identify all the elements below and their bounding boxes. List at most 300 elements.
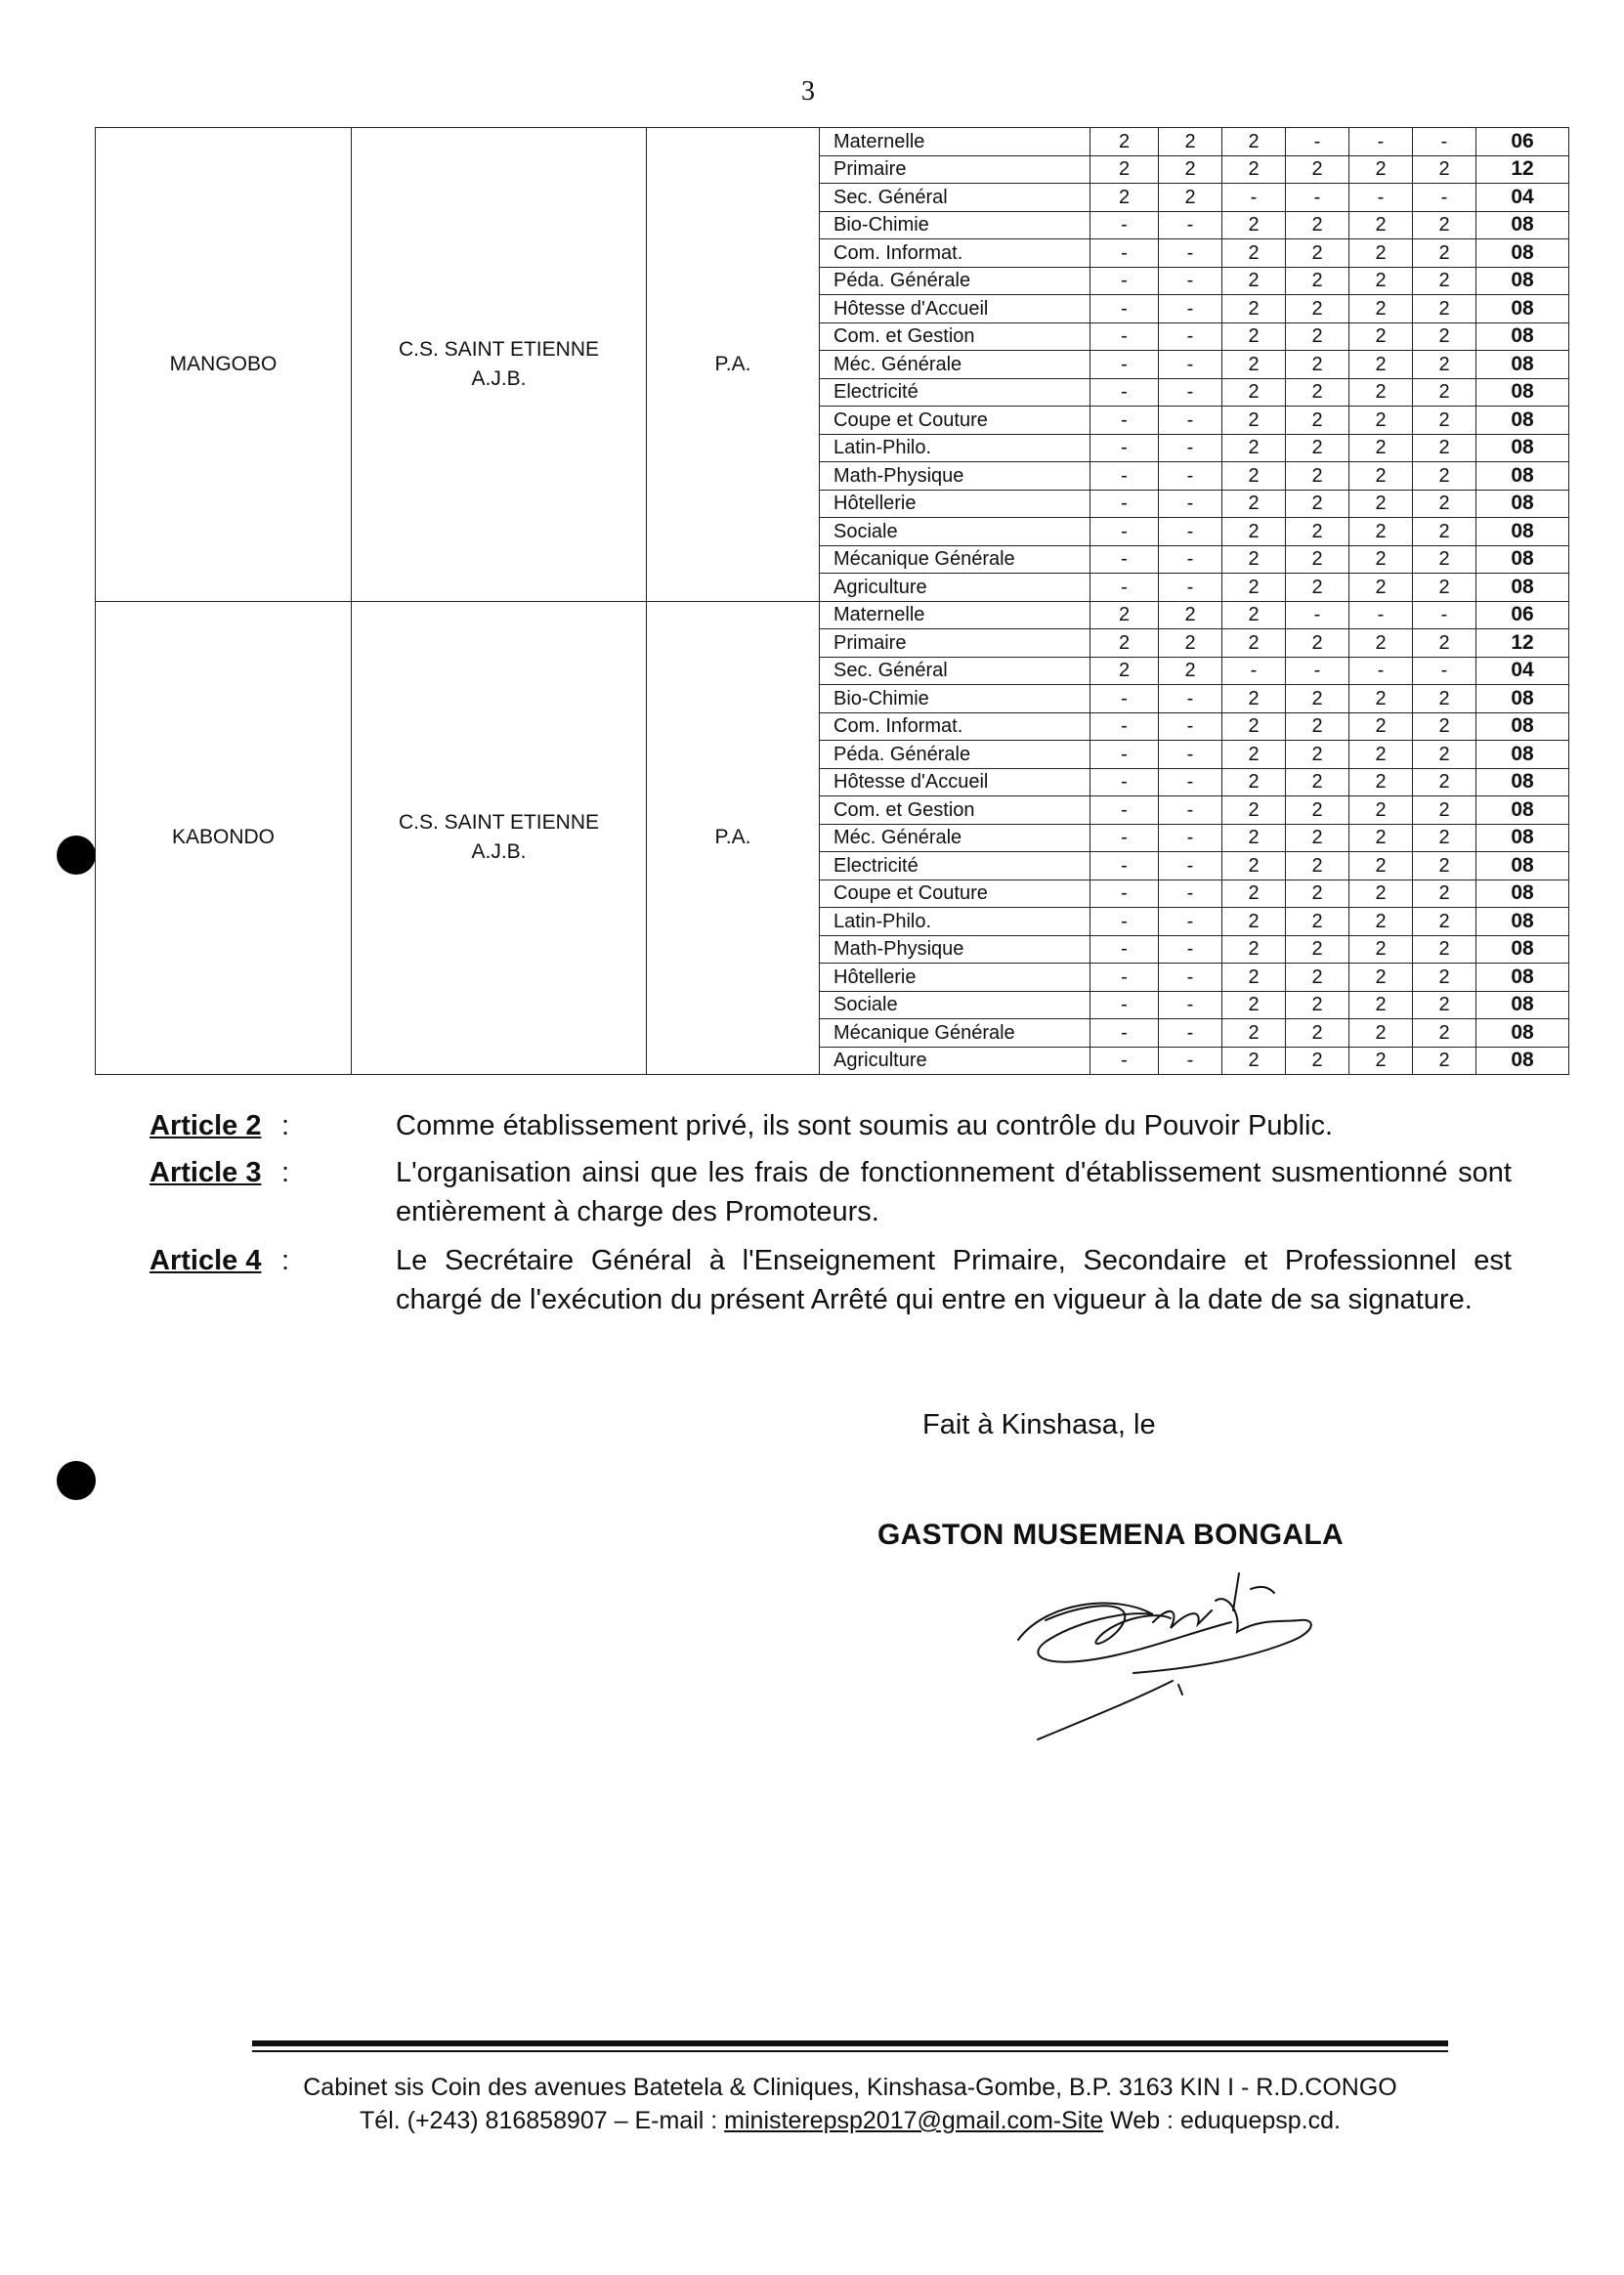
class-count-cell: 2 — [1349, 852, 1413, 880]
class-count-cell: 2 — [1222, 434, 1286, 462]
footer-rule — [252, 2040, 1448, 2046]
class-count-cell: 2 — [1413, 155, 1476, 184]
option-cell: Sec. Général — [820, 657, 1090, 685]
class-count-cell: 2 — [1349, 518, 1413, 546]
class-count-cell: 2 — [1286, 407, 1349, 435]
class-count-cell: 2 — [1413, 378, 1476, 407]
total-cell: 08 — [1476, 1019, 1569, 1048]
class-count-cell: 2 — [1286, 852, 1349, 880]
class-count-cell: 2 — [1349, 462, 1413, 491]
class-count-cell: 2 — [1349, 685, 1413, 713]
total-cell: 08 — [1476, 852, 1569, 880]
option-cell: Mécanique Générale — [820, 1019, 1090, 1048]
class-count-cell: 2 — [1222, 991, 1286, 1019]
handwritten-signature — [1006, 1564, 1339, 1749]
class-count-cell: 2 — [1222, 824, 1286, 852]
class-count-cell: - — [1090, 545, 1159, 574]
class-count-cell: 2 — [1286, 434, 1349, 462]
class-count-cell: - — [1090, 295, 1159, 323]
class-count-cell: 2 — [1222, 768, 1286, 796]
class-count-cell: 2 — [1413, 629, 1476, 658]
class-count-cell: - — [1159, 518, 1222, 546]
option-cell: Primaire — [820, 629, 1090, 658]
class-count-cell: 2 — [1090, 184, 1159, 212]
class-count-cell: 2 — [1413, 490, 1476, 518]
footer-website: Web : eduquepsp.cd. — [1103, 2107, 1341, 2134]
class-count-cell: - — [1159, 712, 1222, 741]
class-count-cell: 2 — [1286, 768, 1349, 796]
class-count-cell: - — [1413, 601, 1476, 629]
option-cell: Mécanique Générale — [820, 545, 1090, 574]
class-count-cell: - — [1413, 128, 1476, 156]
option-cell: Péda. Générale — [820, 267, 1090, 295]
option-cell: Com. Informat. — [820, 239, 1090, 268]
class-count-cell: 2 — [1090, 629, 1159, 658]
class-count-cell: 2 — [1349, 211, 1413, 239]
class-count-cell: - — [1090, 462, 1159, 491]
class-count-cell: 2 — [1349, 490, 1413, 518]
class-count-cell: 2 — [1413, 295, 1476, 323]
class-count-cell: - — [1159, 768, 1222, 796]
class-count-cell: - — [1090, 935, 1159, 964]
option-cell: Coupe et Couture — [820, 880, 1090, 908]
class-count-cell: - — [1159, 322, 1222, 351]
class-count-cell: 2 — [1159, 657, 1222, 685]
class-count-cell: - — [1286, 128, 1349, 156]
class-count-cell: 2 — [1413, 574, 1476, 602]
class-count-cell: - — [1159, 267, 1222, 295]
class-count-cell: 2 — [1413, 211, 1476, 239]
class-count-cell: 2 — [1286, 1019, 1349, 1048]
footer-email-link[interactable]: ministerepsp2017@gmail.com-Site — [724, 2107, 1104, 2134]
class-count-cell: 2 — [1286, 239, 1349, 268]
class-count-cell: - — [1090, 880, 1159, 908]
class-count-cell: 2 — [1413, 239, 1476, 268]
class-count-cell: - — [1090, 768, 1159, 796]
class-count-cell: 2 — [1222, 378, 1286, 407]
option-cell: Méc. Générale — [820, 351, 1090, 379]
total-cell: 08 — [1476, 1047, 1569, 1075]
class-count-cell: - — [1159, 1019, 1222, 1048]
total-cell: 08 — [1476, 295, 1569, 323]
total-cell: 08 — [1476, 518, 1569, 546]
class-count-cell: 2 — [1413, 741, 1476, 769]
footer-contact — [244, 2107, 1456, 2135]
total-cell: 08 — [1476, 712, 1569, 741]
school-name: C.S. SAINT ETIENNE — [399, 337, 599, 361]
total-cell: 08 — [1476, 768, 1569, 796]
total-cell: 08 — [1476, 490, 1569, 518]
class-count-cell: 2 — [1349, 1047, 1413, 1075]
class-count-cell: 2 — [1159, 128, 1222, 156]
class-count-cell: - — [1159, 796, 1222, 825]
class-count-cell: - — [1159, 991, 1222, 1019]
class-count-cell: - — [1159, 239, 1222, 268]
option-cell: Electricité — [820, 852, 1090, 880]
article-label: Article 4 — [150, 1245, 262, 1276]
class-count-cell: - — [1159, 741, 1222, 769]
total-cell: 08 — [1476, 574, 1569, 602]
class-count-cell: 2 — [1222, 407, 1286, 435]
option-cell: Com. Informat. — [820, 712, 1090, 741]
class-count-cell: - — [1090, 741, 1159, 769]
article-text: L'organisation ainsi que les frais de fonctionnement d'établissement susmentionné sont entièrement à charge des Promoteurs. — [396, 1157, 1512, 1227]
table-body — [96, 128, 1569, 1075]
article-label: Article 2 — [150, 1110, 262, 1141]
total-cell: 08 — [1476, 462, 1569, 491]
class-count-cell: 2 — [1349, 155, 1413, 184]
page-number: 3 — [801, 76, 815, 107]
class-count-cell: - — [1090, 490, 1159, 518]
class-count-cell: - — [1090, 211, 1159, 239]
class-count-cell: - — [1159, 824, 1222, 852]
class-count-cell: 2 — [1413, 768, 1476, 796]
class-count-cell: 2 — [1159, 601, 1222, 629]
school-cell — [352, 128, 647, 602]
class-count-cell: 2 — [1222, 545, 1286, 574]
class-count-cell: 2 — [1222, 1047, 1286, 1075]
class-count-cell: 2 — [1286, 824, 1349, 852]
article-label: Article 3 — [150, 1157, 262, 1188]
option-cell: Com. et Gestion — [820, 796, 1090, 825]
class-count-cell: 2 — [1222, 462, 1286, 491]
class-count-cell: - — [1159, 908, 1222, 936]
class-count-cell: 2 — [1222, 712, 1286, 741]
footer-phone: Tél. (+243) 816858907 – E-mail : — [360, 2107, 725, 2134]
class-count-cell: 2 — [1349, 267, 1413, 295]
option-cell: Maternelle — [820, 128, 1090, 156]
class-count-cell: 2 — [1413, 518, 1476, 546]
class-count-cell: 2 — [1349, 574, 1413, 602]
option-cell: Agriculture — [820, 574, 1090, 602]
class-count-cell: 2 — [1349, 908, 1413, 936]
class-count-cell: - — [1090, 908, 1159, 936]
class-count-cell: 2 — [1222, 741, 1286, 769]
class-count-cell: 2 — [1222, 239, 1286, 268]
option-cell: Hôtellerie — [820, 964, 1090, 992]
class-count-cell: - — [1090, 685, 1159, 713]
class-count-cell: 2 — [1413, 880, 1476, 908]
class-count-cell: 2 — [1222, 322, 1286, 351]
class-count-cell: 2 — [1286, 741, 1349, 769]
table-row — [96, 601, 1569, 629]
option-cell: Sociale — [820, 518, 1090, 546]
class-count-cell: - — [1159, 545, 1222, 574]
class-count-cell: 2 — [1286, 908, 1349, 936]
class-count-cell: 2 — [1159, 629, 1222, 658]
total-cell: 08 — [1476, 796, 1569, 825]
class-count-cell: 2 — [1413, 407, 1476, 435]
class-count-cell: 2 — [1222, 908, 1286, 936]
total-cell: 08 — [1476, 378, 1569, 407]
class-count-cell: 2 — [1349, 796, 1413, 825]
class-count-cell: 2 — [1413, 852, 1476, 880]
class-count-cell: - — [1090, 852, 1159, 880]
class-count-cell: - — [1349, 657, 1413, 685]
class-count-cell: - — [1159, 574, 1222, 602]
class-count-cell: 2 — [1413, 796, 1476, 825]
article-colon: : — [281, 1157, 290, 1188]
class-count-cell: 2 — [1413, 685, 1476, 713]
class-count-cell: 2 — [1413, 267, 1476, 295]
school-acronym: A.J.B. — [471, 366, 527, 390]
class-count-cell: 2 — [1413, 935, 1476, 964]
class-count-cell: 2 — [1286, 211, 1349, 239]
school-name: C.S. SAINT ETIENNE — [399, 811, 599, 835]
class-count-cell: - — [1090, 378, 1159, 407]
class-count-cell: - — [1159, 880, 1222, 908]
total-cell: 04 — [1476, 184, 1569, 212]
class-count-cell: 2 — [1413, 824, 1476, 852]
location-cell: MANGOBO — [96, 128, 352, 602]
class-count-cell: 2 — [1413, 545, 1476, 574]
option-cell: Bio-Chimie — [820, 211, 1090, 239]
total-cell: 08 — [1476, 880, 1569, 908]
class-count-cell: - — [1090, 1019, 1159, 1048]
class-count-cell: 2 — [1222, 351, 1286, 379]
class-count-cell: 2 — [1286, 295, 1349, 323]
total-cell: 06 — [1476, 601, 1569, 629]
option-cell: Sec. Général — [820, 184, 1090, 212]
class-count-cell: 2 — [1413, 1047, 1476, 1075]
class-count-cell: - — [1159, 490, 1222, 518]
class-count-cell: - — [1159, 852, 1222, 880]
class-count-cell: - — [1090, 574, 1159, 602]
class-count-cell: 2 — [1413, 434, 1476, 462]
total-cell: 04 — [1476, 657, 1569, 685]
total-cell: 08 — [1476, 434, 1569, 462]
class-count-cell: 2 — [1222, 964, 1286, 992]
class-count-cell: 2 — [1349, 880, 1413, 908]
total-cell: 08 — [1476, 991, 1569, 1019]
total-cell: 08 — [1476, 964, 1569, 992]
class-count-cell: - — [1159, 378, 1222, 407]
class-count-cell: 2 — [1222, 852, 1286, 880]
total-cell: 08 — [1476, 824, 1569, 852]
class-count-cell: - — [1159, 434, 1222, 462]
school-cell — [352, 601, 647, 1075]
class-count-cell: - — [1090, 824, 1159, 852]
total-cell: 08 — [1476, 267, 1569, 295]
class-count-cell: 2 — [1222, 211, 1286, 239]
class-count-cell: 2 — [1286, 155, 1349, 184]
total-cell: 08 — [1476, 322, 1569, 351]
class-count-cell: 2 — [1090, 128, 1159, 156]
class-count-cell: - — [1349, 184, 1413, 212]
class-count-cell: 2 — [1349, 991, 1413, 1019]
class-count-cell: 2 — [1286, 462, 1349, 491]
class-count-cell: 2 — [1286, 378, 1349, 407]
class-count-cell: 2 — [1286, 991, 1349, 1019]
total-cell: 08 — [1476, 211, 1569, 239]
option-cell: Bio-Chimie — [820, 685, 1090, 713]
class-count-cell: 2 — [1413, 1019, 1476, 1048]
class-count-cell: - — [1349, 601, 1413, 629]
class-count-cell: - — [1286, 601, 1349, 629]
class-count-cell: 2 — [1286, 351, 1349, 379]
class-count-cell: 2 — [1286, 935, 1349, 964]
class-count-cell: 2 — [1222, 518, 1286, 546]
option-cell: Maternelle — [820, 601, 1090, 629]
option-cell: Math-Physique — [820, 462, 1090, 491]
class-count-cell: - — [1159, 211, 1222, 239]
class-count-cell: 2 — [1222, 629, 1286, 658]
class-count-cell: 2 — [1286, 1047, 1349, 1075]
schools-options-table — [95, 127, 1569, 1075]
class-count-cell: - — [1159, 685, 1222, 713]
place-date-line: Fait à Kinshasa, le — [922, 1409, 1156, 1440]
class-count-cell: 2 — [1413, 322, 1476, 351]
article-text: Comme établissement privé, ils sont soumis au contrôle du Pouvoir Public. — [396, 1110, 1334, 1141]
class-count-cell: 2 — [1286, 545, 1349, 574]
class-count-cell: 2 — [1222, 490, 1286, 518]
total-cell: 08 — [1476, 351, 1569, 379]
class-count-cell: 2 — [1349, 1019, 1413, 1048]
class-count-cell: 2 — [1413, 351, 1476, 379]
class-count-cell: 2 — [1349, 295, 1413, 323]
class-count-cell: 2 — [1349, 629, 1413, 658]
class-count-cell: 2 — [1349, 322, 1413, 351]
class-count-cell: 2 — [1286, 267, 1349, 295]
table-row — [96, 128, 1569, 156]
footer-address: Cabinet sis Coin des avenues Batetela & Cliniques, Kinshasa-Gombe, B.P. 3163 KIN I - R.D.CONGO — [303, 2074, 1397, 2101]
regime-cell: P.A. — [647, 128, 820, 602]
class-count-cell: - — [1090, 434, 1159, 462]
class-count-cell: 2 — [1090, 601, 1159, 629]
class-count-cell: 2 — [1222, 685, 1286, 713]
class-count-cell: 2 — [1349, 545, 1413, 574]
class-count-cell: 2 — [1286, 685, 1349, 713]
class-count-cell: - — [1413, 657, 1476, 685]
total-cell: 08 — [1476, 239, 1569, 268]
class-count-cell: 2 — [1090, 155, 1159, 184]
signatory-name: GASTON MUSEMENA BONGALA — [877, 1519, 1344, 1551]
class-count-cell: 2 — [1349, 351, 1413, 379]
location-cell: KABONDO — [96, 601, 352, 1075]
class-count-cell: - — [1413, 184, 1476, 212]
option-cell: Sociale — [820, 991, 1090, 1019]
class-count-cell: 2 — [1349, 434, 1413, 462]
class-count-cell: 2 — [1222, 796, 1286, 825]
class-count-cell: 2 — [1286, 574, 1349, 602]
class-count-cell: 2 — [1349, 768, 1413, 796]
class-count-cell: - — [1222, 657, 1286, 685]
class-count-cell: 2 — [1349, 741, 1413, 769]
class-count-cell: 2 — [1222, 295, 1286, 323]
class-count-cell: - — [1349, 128, 1413, 156]
class-count-cell: 2 — [1349, 239, 1413, 268]
option-cell: Agriculture — [820, 1047, 1090, 1075]
option-cell: Méc. Générale — [820, 824, 1090, 852]
class-count-cell: 2 — [1222, 1019, 1286, 1048]
option-cell: Hôtesse d'Accueil — [820, 768, 1090, 796]
class-count-cell: 2 — [1159, 155, 1222, 184]
class-count-cell: - — [1090, 322, 1159, 351]
class-count-cell: 2 — [1413, 712, 1476, 741]
option-cell: Com. et Gestion — [820, 322, 1090, 351]
total-cell: 08 — [1476, 407, 1569, 435]
regime-cell: P.A. — [647, 601, 820, 1075]
total-cell: 12 — [1476, 629, 1569, 658]
total-cell: 08 — [1476, 908, 1569, 936]
total-cell: 12 — [1476, 155, 1569, 184]
class-count-cell: - — [1159, 1047, 1222, 1075]
class-count-cell: - — [1090, 407, 1159, 435]
article-text: Le Secrétaire Général à l'Enseignement Primaire, Secondaire et Professionnel est chargé de l'exécution du présent Arrêté qui entre en vigueur à la date de sa signature. — [396, 1245, 1512, 1315]
option-cell: Latin-Philo. — [820, 908, 1090, 936]
class-count-cell: 2 — [1222, 128, 1286, 156]
class-count-cell: 2 — [1286, 880, 1349, 908]
class-count-cell: 2 — [1286, 322, 1349, 351]
option-cell: Hôtesse d'Accueil — [820, 295, 1090, 323]
class-count-cell: 2 — [1222, 574, 1286, 602]
class-count-cell: 2 — [1286, 629, 1349, 658]
class-count-cell: 2 — [1349, 964, 1413, 992]
footer-rule — [252, 2050, 1448, 2052]
class-count-cell: 2 — [1286, 796, 1349, 825]
class-count-cell: 2 — [1222, 935, 1286, 964]
class-count-cell: - — [1159, 295, 1222, 323]
class-count-cell: 2 — [1222, 155, 1286, 184]
punch-hole — [57, 836, 96, 875]
class-count-cell: - — [1159, 935, 1222, 964]
option-cell: Electricité — [820, 378, 1090, 407]
class-count-cell: - — [1090, 239, 1159, 268]
class-count-cell: 2 — [1413, 462, 1476, 491]
class-count-cell: 2 — [1286, 490, 1349, 518]
class-count-cell: - — [1090, 991, 1159, 1019]
option-cell: Péda. Générale — [820, 741, 1090, 769]
class-count-cell: 2 — [1286, 712, 1349, 741]
class-count-cell: 2 — [1090, 657, 1159, 685]
class-count-cell: 2 — [1222, 880, 1286, 908]
class-count-cell: 2 — [1413, 908, 1476, 936]
article-colon: : — [281, 1110, 290, 1141]
class-count-cell: 2 — [1349, 935, 1413, 964]
school-acronym: A.J.B. — [471, 840, 527, 864]
class-count-cell: 2 — [1349, 712, 1413, 741]
total-cell: 08 — [1476, 685, 1569, 713]
total-cell: 08 — [1476, 935, 1569, 964]
class-count-cell: - — [1159, 351, 1222, 379]
total-cell: 08 — [1476, 545, 1569, 574]
class-count-cell: 2 — [1286, 964, 1349, 992]
option-cell: Hôtellerie — [820, 490, 1090, 518]
class-count-cell: - — [1159, 462, 1222, 491]
class-count-cell: - — [1090, 796, 1159, 825]
class-count-cell: 2 — [1286, 518, 1349, 546]
total-cell: 08 — [1476, 741, 1569, 769]
option-cell: Primaire — [820, 155, 1090, 184]
class-count-cell: - — [1090, 267, 1159, 295]
class-count-cell: 2 — [1222, 267, 1286, 295]
class-count-cell: - — [1286, 184, 1349, 212]
class-count-cell: 2 — [1159, 184, 1222, 212]
class-count-cell: - — [1090, 964, 1159, 992]
class-count-cell: 2 — [1349, 378, 1413, 407]
class-count-cell: - — [1286, 657, 1349, 685]
class-count-cell: - — [1159, 407, 1222, 435]
class-count-cell: - — [1090, 1047, 1159, 1075]
class-count-cell: 2 — [1349, 407, 1413, 435]
class-count-cell: - — [1090, 712, 1159, 741]
total-cell: 06 — [1476, 128, 1569, 156]
class-count-cell: - — [1159, 964, 1222, 992]
class-count-cell: - — [1222, 184, 1286, 212]
article-colon: : — [281, 1245, 290, 1276]
punch-hole — [57, 1461, 96, 1500]
class-count-cell: 2 — [1413, 964, 1476, 992]
